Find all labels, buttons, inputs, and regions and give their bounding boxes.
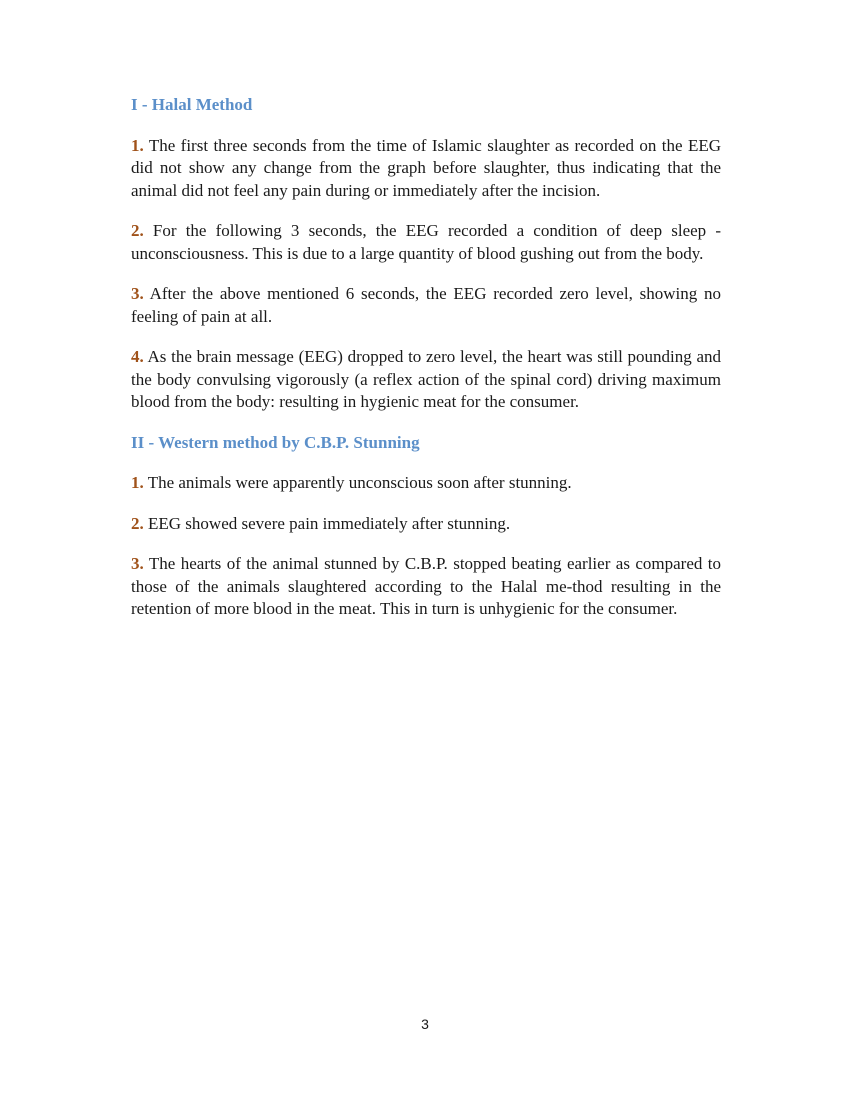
item-number: 3. <box>131 284 144 303</box>
item-text: As the brain message (EEG) dropped to zero level, the heart was still pounding and the body convulsing vigorously (a reflex action of the spinal cord) driving maximum blood from the body: resulting in hygienic meat for the consumer. <box>131 347 721 411</box>
item-number: 4. <box>131 347 144 366</box>
western-item-2 <box>131 513 721 536</box>
item-number: 2. <box>131 513 144 533</box>
item-text: The hearts of the animal stunned by C.B.P. stopped beating earlier as compared to those of the animals slaughtered according to the Halal me-thod resulting in the retention of more blood in the meat. This in turn is unhygienic for the consumer. <box>131 554 721 618</box>
item-text: EEG showed severe pain immediately after stunning. <box>148 513 511 533</box>
western-item-3 <box>131 553 721 621</box>
item-text: For the following 3 seconds, the EEG recorded a condition of deep sleep - unconsciousness. This is due to a large quantity of blood gushing out from the body. <box>131 221 721 263</box>
item-number: 2. <box>131 221 144 240</box>
halal-item-3 <box>131 283 721 328</box>
item-number: 1. <box>131 473 144 492</box>
halal-item-4 <box>131 346 721 414</box>
item-number: 1. <box>131 135 144 155</box>
section-heading-western: II - Western method by C.B.P. Stunning <box>131 432 420 452</box>
section-heading-halal: I - Halal Method <box>131 95 253 114</box>
halal-item-1 <box>131 135 721 203</box>
document-body <box>131 94 721 639</box>
item-number: 3. <box>131 554 144 573</box>
item-text: The animals were apparently unconscious soon after stunning. <box>147 473 572 492</box>
item-text: The first three seconds from the time of Islamic slaughter as recorded on the EEG did not show any change from the graph before slaughter, thus indicating that the animal did not feel any pain during or immediately after the incision. <box>131 135 721 200</box>
page-number: 3 <box>421 1016 429 1032</box>
western-item-1 <box>131 472 721 495</box>
halal-item-2 <box>131 220 721 265</box>
item-text: After the above mentioned 6 seconds, the EEG recorded zero level, showing no feeling of pain at all. <box>131 284 722 326</box>
